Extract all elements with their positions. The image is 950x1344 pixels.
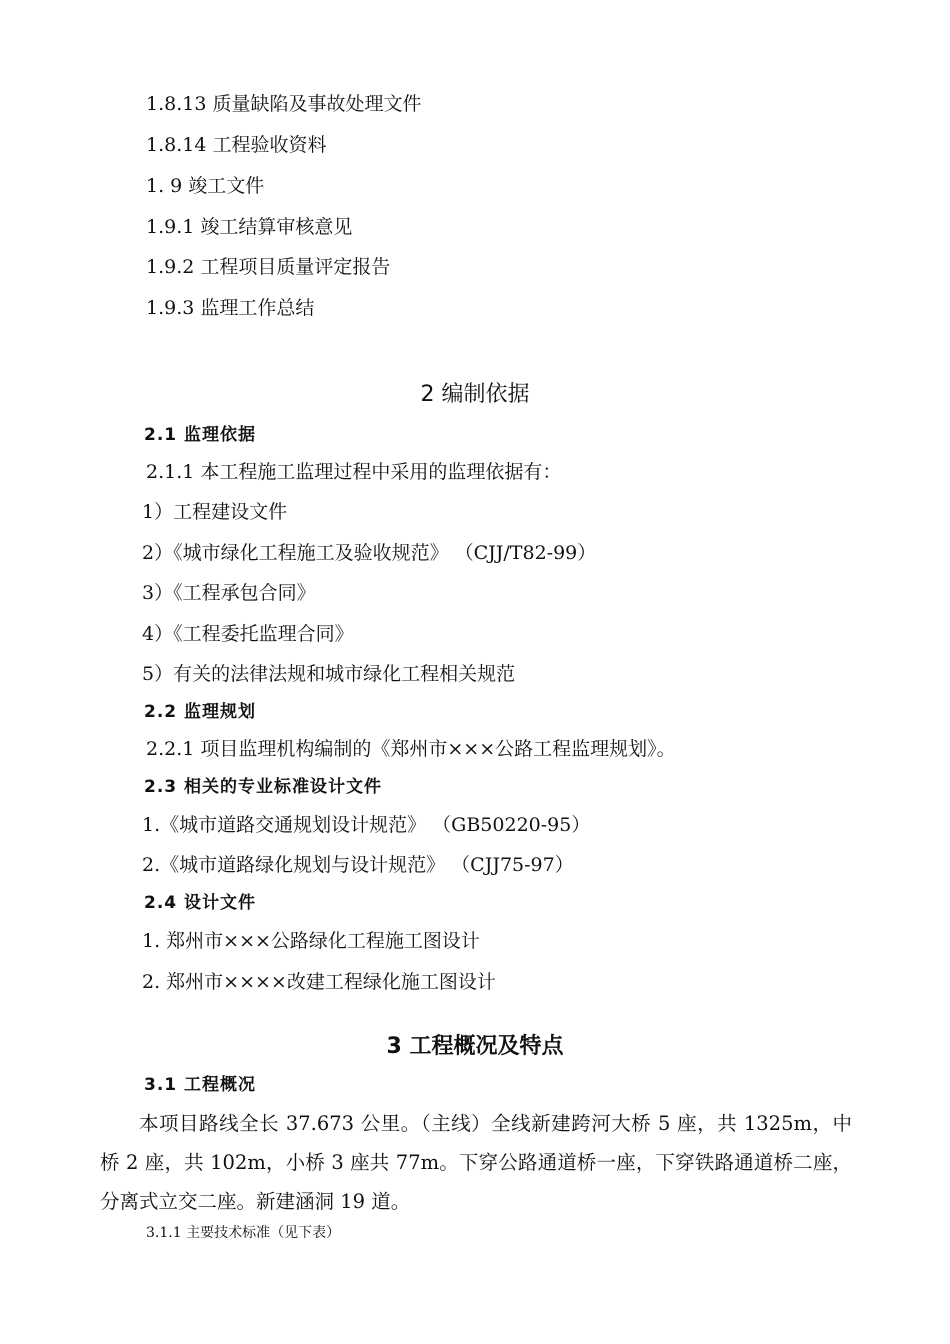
subsection-2-3-title: 2.3 相关的专业标准设计文件 [144, 777, 383, 797]
list-item: 3）《工程承包合同》 [142, 582, 316, 604]
body-line: 2.1.1 本工程施工监理过程中采用的监理依据有： [146, 461, 562, 483]
toc-item: 1.8.13 质量缺陷及事故处理文件 [146, 93, 422, 115]
list-item: 2）《城市绿化工程施工及验收规范》 （CJJ/T82-99） [142, 542, 597, 564]
list-item: 1）工程建设文件 [142, 501, 288, 523]
subsection-3-1-1-title: 3.1.1 主要技术标准（见下表） [146, 1225, 341, 1241]
subsection-3-1-title: 3.1 工程概况 [144, 1075, 257, 1095]
toc-item: 1.9.1 竣工结算审核意见 [146, 216, 353, 238]
toc-item: 1.9.2 工程项目质量评定报告 [146, 256, 391, 278]
body-line: 2.2.1 项目监理机构编制的《郑州市×××公路工程监理规划》。 [146, 738, 676, 760]
toc-item: 1.8.14 工程验收资料 [146, 134, 327, 156]
toc-item: 1.9.3 监理工作总结 [146, 297, 315, 319]
toc-item: 1. 9 竣工文件 [146, 175, 265, 197]
subsection-2-1-title: 2.1 监理依据 [144, 425, 257, 445]
subsection-2-4-title: 2.4 设计文件 [144, 893, 257, 913]
subsection-2-2-title: 2.2 监理规划 [144, 702, 257, 722]
section-3-title: 3 工程概况及特点 [386, 1034, 564, 1059]
section-2-title: 2 编制依据 [420, 382, 530, 407]
overview-paragraph: 本项目路线全长 37.673 公里。（主线）全线新建跨河大桥 5 座，共 1325m，中桥 2 座，共 102m，小桥 3 座共 77m。下穿公路通道桥一座，下穿铁路通道桥二座，分离式立交二座。新建涵洞 19 道。 [100, 1112, 852, 1213]
list-item: 5）有关的法律法规和城市绿化工程相关规范 [142, 663, 516, 685]
list-item: 1.《城市道路交通规划设计规范》 （GB50220-95） [142, 814, 591, 836]
list-item: 4）《工程委托监理合同》 [142, 623, 354, 645]
list-item: 1. 郑州市×××公路绿化工程施工图设计 [142, 930, 480, 952]
list-item: 2. 郑州市××××改建工程绿化施工图设计 [142, 971, 496, 993]
list-item: 2.《城市道路绿化规划与设计规范》 （CJJ75-97） [142, 854, 574, 876]
